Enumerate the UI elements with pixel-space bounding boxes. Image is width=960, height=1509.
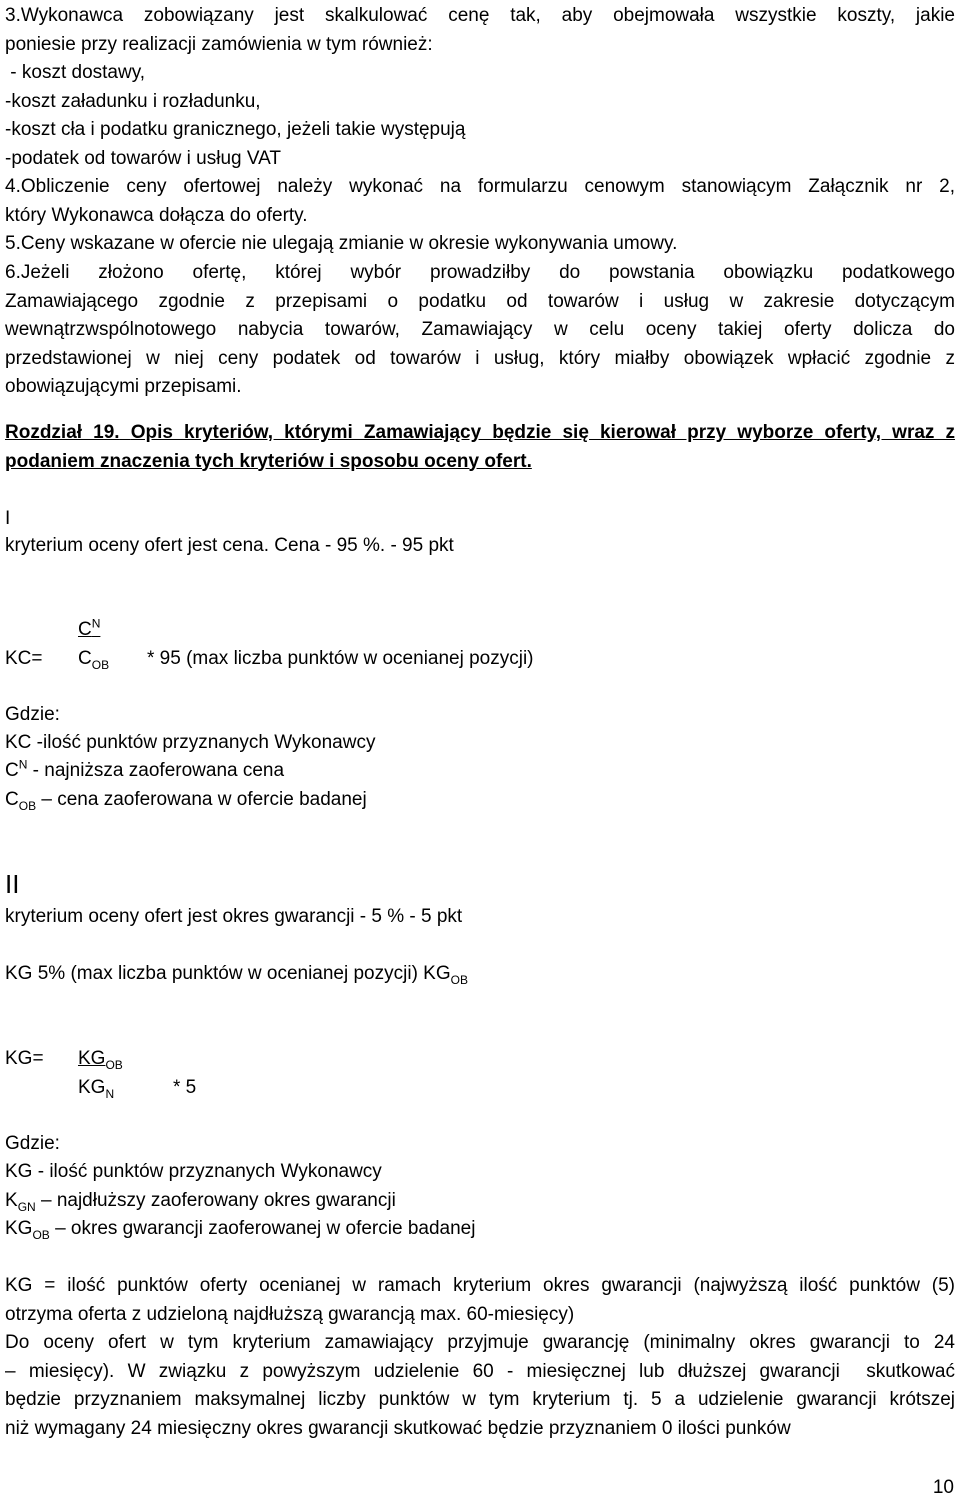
kc-formula-numerator: $C^N$ (78, 616, 101, 640)
where-label: Gdzie: (5, 1133, 60, 1154)
text-line: będzie przyznaniem maksymalnej liczby punktów w tym kryterium tj. 5 a udzielenie gwarancji krótszej (5, 1389, 955, 1410)
bullet-item: - koszt dostawy, (5, 62, 146, 83)
text-line: – miesięcy). W związku z powyższym udzielenie 60 - miesięcznej lub dłuższej gwarancji skutkować (5, 1360, 955, 1382)
kg-formula-denominator: $KG_N$ (78, 1077, 115, 1101)
chapter-title: Opis kryteriów, którymi Zamawiający będzie się kierował przy wyborze oferty, wraz z (130, 422, 956, 443)
definition-kgob: $KG_{OB}$ – okres gwarancji zaoferowanej w ofercie badanej (5, 1218, 476, 1242)
chapter-heading-line (5, 419, 955, 448)
closing-paragraph (5, 1272, 955, 1443)
text-line: który Wykonawca dołącza do oferty. (5, 204, 308, 226)
text-line: wewnątrzwspólnotowego nabycia towarów, Zamawiający w celu oceny takiej oferty dolicza do (5, 319, 955, 340)
kg-max-points-line: KG 5% (max liczba punktów w ocenianej pozycji) $KG_{OB}$ (5, 963, 468, 987)
text-line: KG = ilość punktów oferty ocenianej w ramach kryterium okres gwarancji (najwyższą ilość punktów (5) (5, 1275, 955, 1296)
where-label: Gdzie: (5, 704, 60, 725)
list-item-4 (5, 173, 955, 230)
text-line: 5.Ceny wskazane w ofercie nie ulegają zmianie w okresie wykonywania umowy. (5, 233, 678, 254)
text-line: obowiązującymi przepisami. (5, 376, 242, 397)
kg-formula-lhs: KG= (5, 1048, 44, 1069)
chapter-title-line-2: podaniem znaczenia tych kryteriów i sposobu oceny ofert. (5, 450, 532, 472)
definition-cob: $C_{OB}$ – cena zaoferowana w ofercie badanej (5, 789, 367, 813)
chapter-label: Rozdział 19. (5, 422, 120, 443)
kc-formula-lhs: KC= (5, 648, 43, 669)
kc-formula-multiplier: * 95 (max liczba punktów w ocenianej pozycji) (147, 648, 534, 669)
definition-kc: KC -ilość punktów przyznanych Wykonawcy (5, 732, 376, 753)
bullet-item: -koszt cła i podatku granicznego, jeżeli takie występują (5, 119, 466, 140)
text-line: Zamawiającego zgodnie z przepisami o podatku od towarów i usług w zakresie dotyczącym (5, 290, 955, 312)
text-line: Do oceny ofert w tym kryterium zamawiający przyjmuje gwarancję (minimalny okres gwarancji to 24 (5, 1332, 955, 1353)
bullet-item: -podatek od towarów i usług VAT (5, 147, 281, 169)
criterion-2-numeral: II (5, 869, 20, 899)
criterion-1-description: kryterium oceny ofert jest cena. Cena - 95 %. - 95 pkt (5, 535, 454, 556)
criterion-1-numeral: I (5, 508, 11, 529)
definition-kg: KG - ilość punktów przyznanych Wykonawcy (5, 1161, 382, 1182)
list-item-5 (5, 230, 955, 259)
page-number: 10 (932, 1477, 954, 1498)
text-line: przedstawionej w niej ceny podatek od towarów i usług, który miałby obowiązek wpłacić zgodnie z (5, 347, 955, 369)
kg-formula-multiplier: * 5 (173, 1077, 197, 1098)
cost-bullet-list (5, 59, 955, 173)
definition-cn: $C^N$ - najniższa zaoferowana cena (5, 757, 285, 781)
text-line: otrzyma oferta z udzieloną najdłuższą gwarancją max. 60-miesięcy) (5, 1303, 575, 1325)
list-item-6 (5, 259, 955, 402)
chapter-heading (5, 419, 955, 476)
criterion-2-description: kryterium oceny ofert jest okres gwarancji - 5 % - 5 pkt (5, 906, 463, 927)
text-line: niż wymagany 24 miesięczny okres gwarancji skutkować będzie przyznaniem 0 ilości punków (5, 1417, 791, 1439)
kg-formula-numerator: $KG_{OB}$ (78, 1048, 123, 1072)
text-line: 6.Jeżeli złożono ofertę, której wybór prowadziłby do powstania obowiązku podatkowego (5, 262, 955, 283)
bullet-item: -koszt załadunku i rozładunku, (5, 90, 261, 112)
definition-kgn: $K_{GN}$ – najdłuższy zaoferowany okres gwarancji (5, 1190, 396, 1214)
text-line: 4.Obliczenie ceny ofertowej należy wykonać na formularzu cenowym stanowiącym Załącznik nr 2, (5, 176, 955, 197)
text-line: 3.Wykonawca zobowiązany jest skalkulować cenę tak, aby obejmowała wszystkie koszty, jakie (5, 5, 955, 26)
kc-formula-denominator: $C_{OB}$ (78, 648, 110, 672)
text-line: poniesie przy realizacji zamówienia w tym również: (5, 33, 433, 55)
list-item-3 (5, 2, 955, 59)
